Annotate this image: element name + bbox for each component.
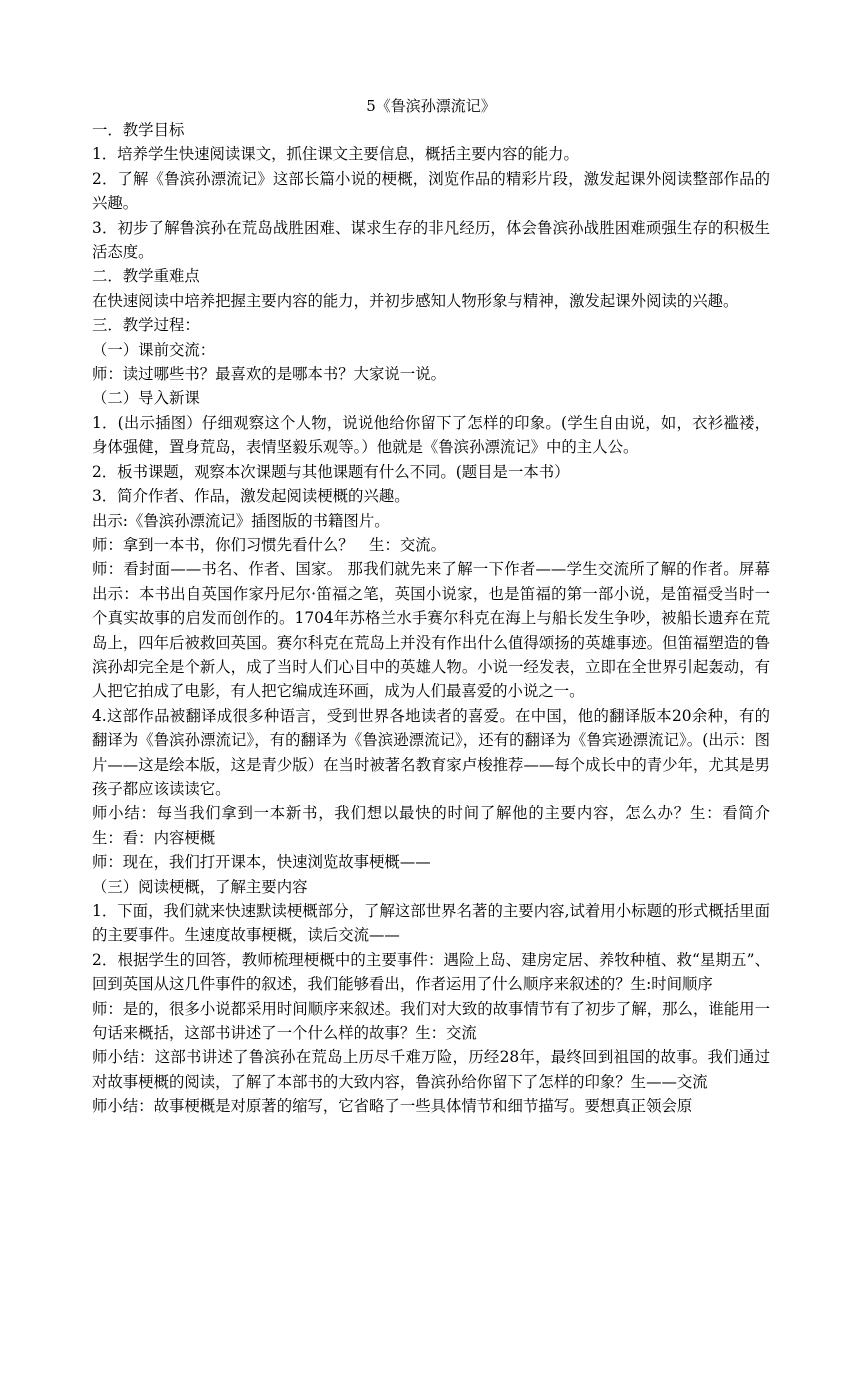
intro-item-4: 4.这部作品被翻译成很多种语言，受到世界各地读者的喜爱。在中国，他的翻译版本20余种，有的翻译为《鲁滨孙漂流记》，有的翻译为《鲁滨逊漂流记》，还有的翻译为《鲁宾逊漂流记》。(出示：图片——这是绘本版，这是青少版）在当时被著名教育家卢梭推荐——每个成长中的青少年，尤其是男孩子都应该读读它。 [92, 706, 770, 798]
document-page [92, 94, 791, 1119]
intro-item-3: 3．简介作者、作品，激发起阅读梗概的兴趣。 [92, 487, 410, 506]
intro-item-1: 1．(出示插图）仔细观察这个人物，说说他给你留下了怎样的印象。(学生自由说，如，衣衫褴褛，身体强健，置身荒岛，表情坚毅乐观等。）他就是《鲁滨孙漂流记》中的主人公。 [92, 413, 770, 457]
heading-teaching-goals: 一．教学目标 [92, 121, 185, 139]
summary-item-2: 2．根据学生的回答，教师梳理梗概中的主要事件：遇险上岛、建房定居、养牧种植、救“星期五”、回到英国从这几件事件的叙述，我们能够看出，作者运用了什么顺序来叙述的？生:时间顺序 [92, 950, 770, 994]
document-title: 5《鲁滨孙漂流记》 [366, 97, 496, 115]
paragraph-show-book-image: 出示:《鲁滨孙漂流记》插图版的书籍图片。 [92, 511, 390, 530]
paragraph-time-order: 师：是的，很多小说都采用时间顺序来叙述。我们对大致的故事情节有了初步了解，那么，谁能用一句话来概括，这部书讲述了一个什么样的故事？生：交流 [92, 999, 770, 1043]
paragraph-teacher-question: 师：拿到一本书，你们习惯先看什么？ 生：交流。 [92, 535, 446, 554]
goal-item-2: 2．了解《鲁滨孙漂流记》这部长篇小说的梗概，浏览作品的精彩片段，激发起课外阅读整部作品的兴趣。 [92, 169, 770, 213]
key-points-text: 在快速阅读中培养把握主要内容的能力，并初步感知人物形象与精神，激发起课外阅读的兴趣。 [92, 291, 739, 310]
paragraph-pre-class-question: 师：读过哪些书？最喜欢的是哪本书？大家说一说。 [92, 365, 446, 384]
paragraph-author-intro: 师：看封面——书名、作者、国家。 那我们就先来了解一下作者——学生交流所了解的作者。屏幕出示：本书出自英国作家丹尼尔·笛福之笔，英国小说家，也是笛福的第一部小说，是笛福受当时一个真实故事的启发而创作的。1704年苏格兰水手赛尔科克在海上与船长发生争吵，被船长遗弃在荒岛上，四年后被救回英国。赛尔科克在荒岛上并没有作出什么值得颂扬的英雄事迹。但笛福塑造的鲁滨孙却完全是个新人，成了当时人们心目中的英雄人物。小说一经发表，立即在全世界引起轰动，有人把它拍成了电影，有人把它编成连环画，成为人们最喜爱的小说之一。 [92, 560, 770, 701]
paragraph-teacher-summary-2: 师小结：这部书讲述了鲁滨孙在荒岛上历尽千难万险，历经28年，最终回到祖国的故事。我们通过对故事梗概的阅读，了解了本部书的大致内容，鲁滨孙给你留下了怎样的印象？生——交流 [92, 1048, 770, 1091]
subheading-introduction: （二）导入新课 [92, 389, 200, 408]
paragraph-teacher-summary-3: 师小结：故事梗概是对原著的缩写，它省略了一些具体情节和细节描写。要想真正领会原 [92, 1097, 693, 1116]
goal-item-3: 3．初步了解鲁滨孙在荒岛战胜困难、谋求生存的非凡经历，体会鲁滨孙战胜困难顽强生存的积极生活态度。 [92, 218, 770, 262]
summary-item-1: 1．下面，我们就来快速默读梗概部分，了解这部世界名著的主要内容,试着用小标题的形式概括里面的主要事件。生速度故事梗概，读后交流—— [92, 902, 770, 945]
subheading-read-summary: （三）阅读梗概，了解主要内容 [92, 877, 308, 896]
document-body [92, 118, 791, 1119]
heading-teaching-process: 三．教学过程： [92, 316, 200, 335]
intro-item-2: 2．板书课题，观察本次课题与其他课题有什么不同。(题目是一本书） [92, 462, 570, 481]
subheading-pre-class: （一）课前交流： [92, 340, 216, 359]
paragraph-open-textbook: 师：现在，我们打开课本，快速浏览故事梗概—— [92, 853, 431, 872]
goal-item-1: 1．培养学生快速阅读课文，抓住课文主要信息，概括主要内容的能力。 [92, 145, 579, 164]
heading-key-points: 二．教学重难点 [92, 267, 200, 286]
paragraph-teacher-summary-1: 师小结：每当我们拿到一本新书，我们想以最快的时间了解他的主要内容，怎么办？生：看简介 生：看：内容梗概 [92, 804, 791, 847]
